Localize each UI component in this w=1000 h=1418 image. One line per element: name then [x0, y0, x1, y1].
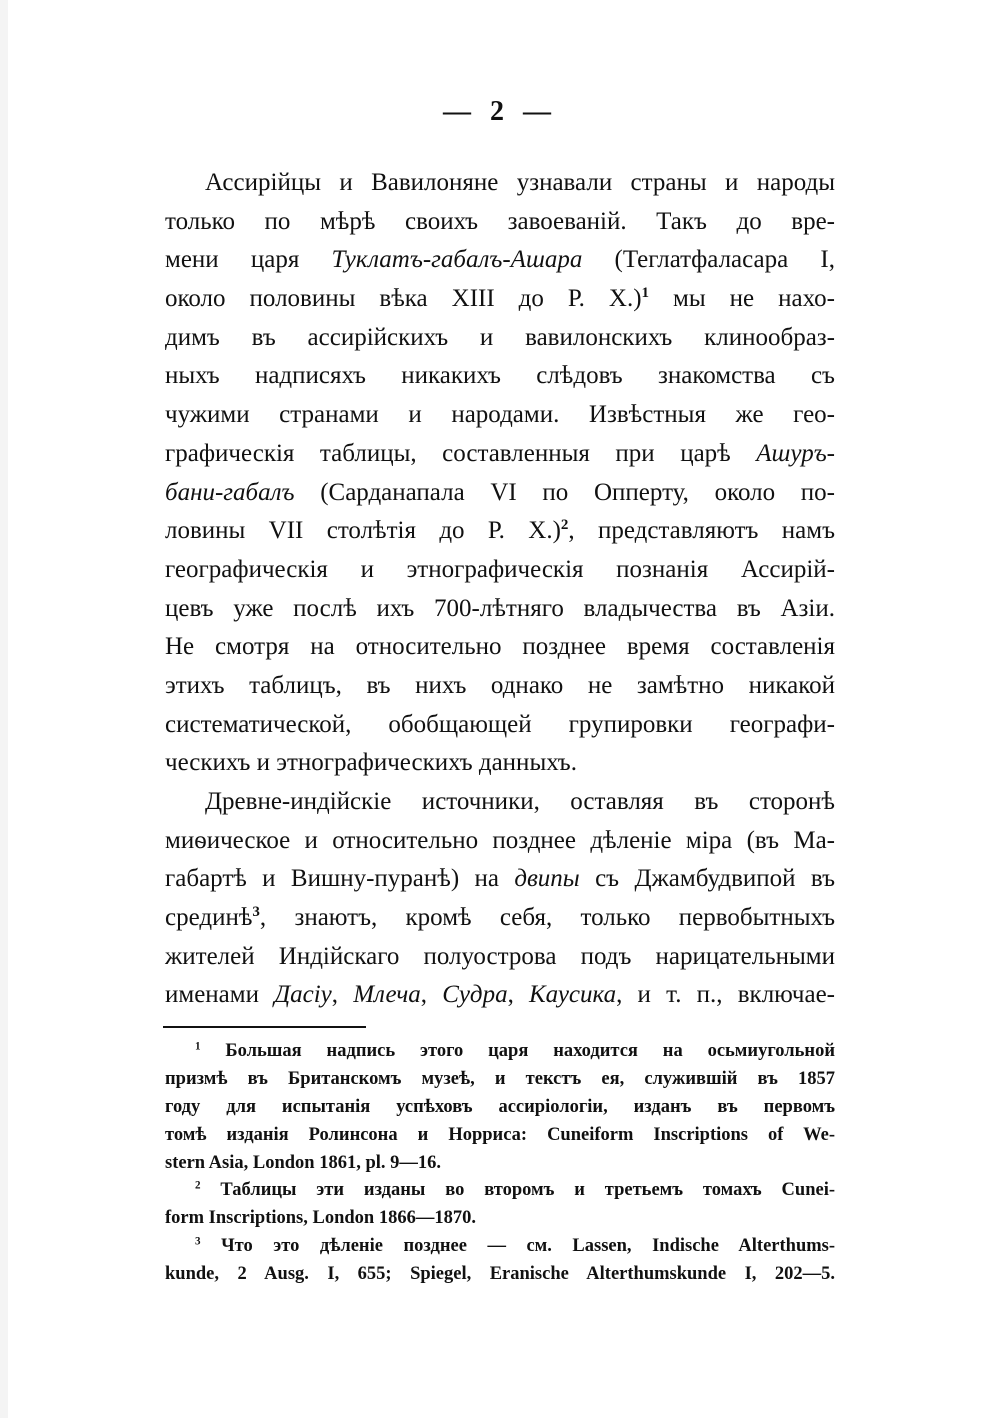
italic-text: Каусика — [529, 981, 617, 1009]
footnote-marker: 1 — [195, 1040, 201, 1053]
footnote-line — [165, 1066, 835, 1094]
italic-text: двипы — [514, 865, 580, 893]
footnote-marker: 3 — [252, 904, 260, 921]
text-run: габартѣ и Вишну-пуранѣ) на — [165, 865, 515, 893]
text-run: томѣ изданія Ролинсона и Норриса: Cuneiform Inscriptions of We- — [165, 1124, 835, 1145]
text-line — [165, 357, 835, 396]
footnote-line — [165, 1261, 835, 1289]
text-run: , и т. п., включае- — [616, 981, 835, 1009]
text-run: , — [507, 981, 530, 1009]
main-text — [165, 164, 835, 1015]
footnote-line — [165, 1205, 835, 1233]
footnote-line — [165, 1233, 835, 1261]
text-run: систематической, обобщающей групировки географи- — [165, 710, 835, 738]
text-run: географическія и этнографическія познанія Ассирій- — [165, 555, 835, 583]
text-run: именами — [165, 981, 275, 1009]
text-run: , — [420, 981, 443, 1009]
text-run: Не смотря на относительно позднее время составленія — [165, 633, 835, 661]
text-line — [165, 551, 835, 590]
text-run: съ Джамбудвипой въ — [579, 865, 835, 893]
text-line — [165, 976, 835, 1015]
text-run: только по мѣрѣ своихъ завоеваній. Такъ до вре- — [165, 207, 835, 235]
footnotes — [165, 1038, 835, 1289]
text-line — [165, 280, 835, 319]
text-line — [165, 396, 835, 435]
text-run: ловины VII столѣтія до Р. Х.) — [165, 517, 561, 545]
text-run: , представляютъ намъ — [568, 517, 835, 545]
text-run: этихъ таблицъ, въ нихъ однако не замѣтно никакой — [165, 671, 835, 699]
text-line — [165, 667, 835, 706]
text-run: form Inscriptions, London 1866—1870. — [165, 1208, 476, 1229]
text-run: около половины вѣка XIII до Р. Х.) — [165, 285, 642, 313]
text-run: kunde, 2 Ausg. I, 655; Spiegel, Eranische Alterthumskunde I, 202—5. — [165, 1264, 835, 1285]
text-line — [165, 474, 835, 513]
italic-text: Млеча — [353, 981, 421, 1009]
text-run: цевъ уже послѣ ихъ 700-лѣтняго владычества въ Азіи. — [165, 594, 835, 622]
text-line — [165, 899, 835, 938]
text-run: Таблицы эти изданы во второмъ и третьемъ томахъ Cunei- — [200, 1180, 835, 1201]
text-line — [165, 319, 835, 358]
footnote-line — [165, 1038, 835, 1066]
text-run: чужими странами и народами. Извѣстныя же гео- — [165, 401, 835, 429]
text-line — [165, 435, 835, 474]
text-run: Ассирійцы и Вавилоняне узнавали страны и народы — [205, 169, 835, 196]
text-run: , знаютъ, кромѣ себя, только первобытныхъ — [259, 904, 835, 932]
text-line — [165, 706, 835, 745]
text-line — [165, 744, 835, 783]
text-run: ныхъ надписяхъ никакихъ слѣдовъ знакомства съ — [165, 362, 835, 390]
text-run: году для испытанія успѣховъ ассиріологіи, изданъ въ первомъ — [165, 1096, 835, 1117]
text-line — [165, 783, 835, 822]
text-line — [165, 164, 835, 203]
text-line — [165, 203, 835, 242]
text-run: Что это дѣленіе позднее — см. Lassen, Indische Alterthums- — [200, 1236, 835, 1257]
text-run: графическія таблицы, составленныя при царѣ — [165, 439, 757, 467]
footnote-marker: 2 — [195, 1179, 201, 1192]
text-line — [165, 822, 835, 861]
italic-text: Судра — [442, 981, 508, 1009]
text-run: (Теглатфаласара I, — [582, 246, 835, 274]
text-run: мы не нахо- — [649, 285, 835, 313]
text-run: димъ въ ассирійскихъ и вавилонскихъ клинообраз- — [165, 323, 835, 351]
footnote-divider — [163, 1026, 366, 1028]
text-run: призмѣ въ Британскомъ музеѣ, и текстъ ея, служившій въ 1857 — [165, 1068, 835, 1089]
footnote-marker: 2 — [560, 517, 569, 534]
italic-text: Дасіу — [274, 981, 332, 1009]
italic-text: бани-габалъ — [165, 478, 295, 506]
italic-text: Ашуръ- — [756, 439, 835, 467]
footnote-line — [165, 1122, 835, 1150]
footnote-marker: 1 — [641, 285, 650, 302]
text-run: ческихъ и этнографическихъ данныхъ. — [165, 749, 577, 777]
footnote-marker: 3 — [195, 1235, 201, 1248]
italic-text: Туклатъ-габалъ-Ашара — [331, 246, 583, 274]
text-run: Древне-индійскіе источники, оставляя въ сторонѣ — [205, 788, 835, 815]
text-line — [165, 590, 835, 629]
text-run: мени царя — [165, 246, 332, 274]
footnote-line — [165, 1150, 835, 1178]
text-run: Большая надпись этого царя находится на осьмиугольной — [200, 1041, 835, 1061]
text-run: срединѣ — [165, 904, 253, 932]
text-run: жителей Индійскаго полуострова подъ нарицательными — [165, 942, 835, 970]
footnote-line — [165, 1094, 835, 1122]
text-run: stern Asia, London 1861, pl. 9—16. — [165, 1152, 442, 1173]
text-run: , — [331, 981, 354, 1009]
text-run: (Сарданапала VI по Опперту, около по- — [294, 478, 835, 506]
footnote-line — [165, 1177, 835, 1205]
text-line — [165, 512, 835, 551]
page-number: — 2 — — [443, 96, 557, 127]
text-run: миѳическое и относительно позднее дѣленіе міра (въ Ма- — [165, 826, 835, 854]
scan-gutter — [0, 0, 8, 1418]
text-line — [165, 628, 835, 667]
text-line — [165, 938, 835, 977]
text-line — [165, 241, 835, 280]
text-line — [165, 860, 835, 899]
